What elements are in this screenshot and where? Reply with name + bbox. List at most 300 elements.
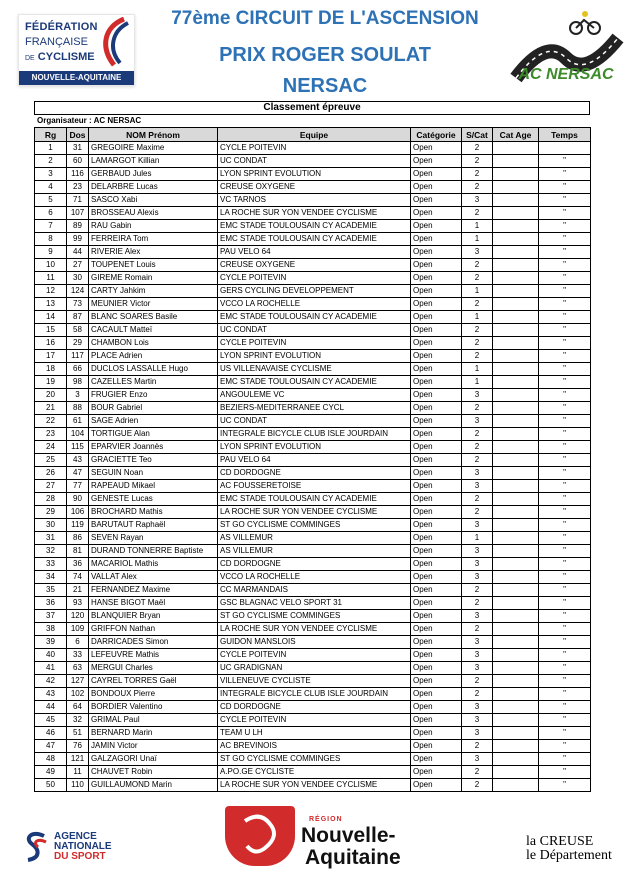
- time-cell: ": [539, 584, 591, 597]
- category-cell: Open: [411, 623, 462, 636]
- time-cell: ": [539, 675, 591, 688]
- subcategory-cell: 3: [462, 753, 493, 766]
- bib-cell: 44: [67, 246, 89, 259]
- rank-cell: 35: [35, 584, 67, 597]
- team-cell: EMC STADE TOULOUSAIN CY ACADEMIE: [218, 233, 411, 246]
- bib-cell: 99: [67, 233, 89, 246]
- rider-name-cell: FERREIRA Tom: [89, 233, 218, 246]
- category-cell: Open: [411, 285, 462, 298]
- team-cell: VILLENEUVE CYCLISTE: [218, 675, 411, 688]
- age-category-cell: [493, 454, 539, 467]
- team-cell: CC MARMANDAIS: [218, 584, 411, 597]
- subcategory-cell: 3: [462, 545, 493, 558]
- rank-cell: 25: [35, 454, 67, 467]
- category-cell: Open: [411, 181, 462, 194]
- rider-name-cell: GRACIETTE Teo: [89, 454, 218, 467]
- column-header: Dos: [67, 128, 89, 142]
- rider-name-cell: VALLAT Alex: [89, 571, 218, 584]
- rank-cell: 21: [35, 402, 67, 415]
- team-cell: INTEGRALE BICYCLE CLUB ISLE JOURDAIN: [218, 688, 411, 701]
- category-cell: Open: [411, 194, 462, 207]
- rider-name-cell: FRUGIER Enzo: [89, 389, 218, 402]
- rider-name-cell: DURAND TONNERRE Baptiste: [89, 545, 218, 558]
- rank-cell: 47: [35, 740, 67, 753]
- ac-nersac-logo-text: AC NERSAC: [518, 66, 614, 83]
- category-cell: Open: [411, 740, 462, 753]
- subcategory-cell: 3: [462, 194, 493, 207]
- event-subtitle: PRIX ROGER SOULAT: [219, 44, 431, 66]
- category-cell: Open: [411, 766, 462, 779]
- category-cell: Open: [411, 324, 462, 337]
- bib-cell: 89: [67, 220, 89, 233]
- table-row: [35, 155, 591, 168]
- rider-name-cell: GREGOIRE Maxime: [89, 142, 218, 155]
- bib-cell: 81: [67, 545, 89, 558]
- category-cell: Open: [411, 363, 462, 376]
- ffc-logo-line1: FÉDÉRATION: [25, 21, 98, 33]
- rider-name-cell: CAZELLES Martin: [89, 376, 218, 389]
- subcategory-cell: 2: [462, 597, 493, 610]
- ffc-logo-line3: DE CYCLISME: [25, 51, 95, 63]
- table-row: [35, 597, 591, 610]
- subcategory-cell: 2: [462, 168, 493, 181]
- category-cell: Open: [411, 155, 462, 168]
- table-row: [35, 467, 591, 480]
- rider-name-cell: TOUPENET Louis: [89, 259, 218, 272]
- subcategory-cell: 3: [462, 649, 493, 662]
- rider-name-cell: CACAULT Matteï: [89, 324, 218, 337]
- team-cell: PAU VELO 64: [218, 454, 411, 467]
- table-row: [35, 415, 591, 428]
- rider-name-cell: CARTY Jahkim: [89, 285, 218, 298]
- subcategory-cell: 2: [462, 454, 493, 467]
- team-cell: GUIDON MANSLOIS: [218, 636, 411, 649]
- rank-cell: 24: [35, 441, 67, 454]
- table-body: [35, 142, 591, 792]
- table-row: [35, 311, 591, 324]
- region-small-label: RÉGION: [309, 816, 343, 823]
- time-cell: ": [539, 311, 591, 324]
- table-row: [35, 454, 591, 467]
- time-cell: [539, 142, 591, 155]
- page-header: [0, 0, 636, 100]
- bib-cell: 6: [67, 636, 89, 649]
- category-cell: Open: [411, 207, 462, 220]
- category-cell: Open: [411, 675, 462, 688]
- team-cell: CYCLE POITEVIN: [218, 649, 411, 662]
- rider-name-cell: JAMIN Victor: [89, 740, 218, 753]
- age-category-cell: [493, 545, 539, 558]
- table-row: [35, 363, 591, 376]
- team-cell: GERS CYCLING DEVELOPPEMENT: [218, 285, 411, 298]
- age-category-cell: [493, 246, 539, 259]
- column-header: Catégorie: [411, 128, 462, 142]
- rider-name-cell: SEVEN Rayan: [89, 532, 218, 545]
- team-cell: US VILLENAVAISE CYCLISME: [218, 363, 411, 376]
- age-category-cell: [493, 532, 539, 545]
- rank-cell: 15: [35, 324, 67, 337]
- time-cell: ": [539, 688, 591, 701]
- ans-logo-text: AGENCE NATIONALE DU SPORT: [54, 831, 112, 862]
- rank-cell: 2: [35, 155, 67, 168]
- rank-cell: 23: [35, 428, 67, 441]
- age-category-cell: [493, 363, 539, 376]
- table-row: [35, 324, 591, 337]
- table-row: [35, 402, 591, 415]
- rider-name-cell: DARRICADES Simon: [89, 636, 218, 649]
- rider-name-cell: LAMARGOT Killian: [89, 155, 218, 168]
- rider-name-cell: GERBAUD Jules: [89, 168, 218, 181]
- age-category-cell: [493, 610, 539, 623]
- ffc-logo-line2: FRANÇAISE: [25, 36, 88, 48]
- subcategory-cell: 3: [462, 415, 493, 428]
- time-cell: ": [539, 740, 591, 753]
- team-cell: GSC BLAGNAC VELO SPORT 31: [218, 597, 411, 610]
- table-row: [35, 207, 591, 220]
- table-row: [35, 233, 591, 246]
- age-category-cell: [493, 519, 539, 532]
- bib-cell: 127: [67, 675, 89, 688]
- time-cell: ": [539, 779, 591, 792]
- rider-name-cell: DUCLOS LASSALLE Hugo: [89, 363, 218, 376]
- rank-cell: 39: [35, 636, 67, 649]
- ans-s-icon: [22, 830, 50, 866]
- category-cell: Open: [411, 142, 462, 155]
- bib-cell: 31: [67, 142, 89, 155]
- subcategory-cell: 1: [462, 376, 493, 389]
- event-title: 77ème CIRCUIT DE L'ASCENSION: [171, 8, 479, 29]
- results-table: [34, 127, 591, 792]
- time-cell: ": [539, 545, 591, 558]
- time-cell: ": [539, 753, 591, 766]
- rider-name-cell: GIREME Romain: [89, 272, 218, 285]
- rank-cell: 16: [35, 337, 67, 350]
- team-cell: CYCLE POITEVIN: [218, 714, 411, 727]
- team-cell: LA ROCHE SUR YON VENDEE CYCLISME: [218, 779, 411, 792]
- bib-cell: 32: [67, 714, 89, 727]
- team-cell: CD DORDOGNE: [218, 558, 411, 571]
- time-cell: ": [539, 194, 591, 207]
- bib-cell: 58: [67, 324, 89, 337]
- category-cell: Open: [411, 337, 462, 350]
- rider-name-cell: GUILLAUMOND Marin: [89, 779, 218, 792]
- age-category-cell: [493, 311, 539, 324]
- rank-cell: 26: [35, 467, 67, 480]
- category-cell: Open: [411, 168, 462, 181]
- rank-cell: 49: [35, 766, 67, 779]
- table-header-row: [35, 128, 591, 142]
- category-cell: Open: [411, 506, 462, 519]
- category-cell: Open: [411, 220, 462, 233]
- time-cell: ": [539, 220, 591, 233]
- rank-cell: 42: [35, 675, 67, 688]
- subcategory-cell: 2: [462, 779, 493, 792]
- column-header: NOM Prénom: [89, 128, 218, 142]
- bib-cell: 66: [67, 363, 89, 376]
- team-cell: CREUSE OXYGENE: [218, 181, 411, 194]
- subcategory-cell: 1: [462, 233, 493, 246]
- subcategory-cell: 3: [462, 727, 493, 740]
- bib-cell: 109: [67, 623, 89, 636]
- time-cell: ": [539, 558, 591, 571]
- subcategory-cell: 2: [462, 493, 493, 506]
- category-cell: Open: [411, 246, 462, 259]
- age-category-cell: [493, 350, 539, 363]
- subcategory-cell: 3: [462, 701, 493, 714]
- rank-cell: 31: [35, 532, 67, 545]
- bib-cell: 29: [67, 337, 89, 350]
- team-cell: UC GRADIGNAN: [218, 662, 411, 675]
- table-row: [35, 532, 591, 545]
- rider-name-cell: SEGUIN Noan: [89, 467, 218, 480]
- rank-cell: 38: [35, 623, 67, 636]
- team-cell: VCCO LA ROCHELLE: [218, 298, 411, 311]
- age-category-cell: [493, 701, 539, 714]
- category-cell: Open: [411, 532, 462, 545]
- age-category-cell: [493, 220, 539, 233]
- rider-name-cell: GALZAGORI Unaï: [89, 753, 218, 766]
- table-row: [35, 506, 591, 519]
- subcategory-cell: 2: [462, 181, 493, 194]
- team-cell: EMC STADE TOULOUSAIN CY ACADEMIE: [218, 311, 411, 324]
- team-cell: VC TARNOS: [218, 194, 411, 207]
- table-row: [35, 194, 591, 207]
- team-cell: VCCO LA ROCHELLE: [218, 571, 411, 584]
- rank-cell: 34: [35, 571, 67, 584]
- team-cell: PAU VELO 64: [218, 246, 411, 259]
- category-cell: Open: [411, 259, 462, 272]
- table-row: [35, 337, 591, 350]
- rank-cell: 20: [35, 389, 67, 402]
- table-row: [35, 571, 591, 584]
- rider-name-cell: CHAMBON Lois: [89, 337, 218, 350]
- table-row: [35, 714, 591, 727]
- category-cell: Open: [411, 584, 462, 597]
- subcategory-cell: 3: [462, 519, 493, 532]
- age-category-cell: [493, 766, 539, 779]
- subcategory-cell: 2: [462, 155, 493, 168]
- subcategory-cell: 3: [462, 714, 493, 727]
- bib-cell: 27: [67, 259, 89, 272]
- bib-cell: 87: [67, 311, 89, 324]
- rider-name-cell: BROSSEAU Alexis: [89, 207, 218, 220]
- rider-name-cell: FERNANDEZ Maxime: [89, 584, 218, 597]
- team-cell: AS VILLEMUR: [218, 532, 411, 545]
- rank-cell: 10: [35, 259, 67, 272]
- team-cell: CREUSE OXYGENE: [218, 259, 411, 272]
- subcategory-cell: 2: [462, 675, 493, 688]
- creuse-line2: le Département: [526, 848, 612, 863]
- rider-name-cell: MEUNIER Victor: [89, 298, 218, 311]
- subcategory-cell: 3: [462, 389, 493, 402]
- subcategory-cell: 2: [462, 428, 493, 441]
- time-cell: ": [539, 597, 591, 610]
- subcategory-cell: 3: [462, 246, 493, 259]
- rider-name-cell: SASCO Xabi: [89, 194, 218, 207]
- category-cell: Open: [411, 428, 462, 441]
- rank-cell: 41: [35, 662, 67, 675]
- bib-cell: 88: [67, 402, 89, 415]
- age-category-cell: [493, 623, 539, 636]
- rider-name-cell: GRIMAL Paul: [89, 714, 218, 727]
- team-cell: UC CONDAT: [218, 324, 411, 337]
- rank-cell: 33: [35, 558, 67, 571]
- age-category-cell: [493, 285, 539, 298]
- rank-cell: 30: [35, 519, 67, 532]
- bib-cell: 3: [67, 389, 89, 402]
- ffc-logo: [18, 14, 135, 86]
- ans-logo: [22, 830, 142, 870]
- rank-cell: 45: [35, 714, 67, 727]
- rider-name-cell: BARUTAUT Raphaël: [89, 519, 218, 532]
- age-category-cell: [493, 324, 539, 337]
- team-cell: LYON SPRINT EVOLUTION: [218, 441, 411, 454]
- category-cell: Open: [411, 402, 462, 415]
- rank-cell: 12: [35, 285, 67, 298]
- age-category-cell: [493, 389, 539, 402]
- category-cell: Open: [411, 493, 462, 506]
- rider-name-cell: CHAUVET Robin: [89, 766, 218, 779]
- age-category-cell: [493, 272, 539, 285]
- team-cell: CYCLE POITEVIN: [218, 142, 411, 155]
- time-cell: ": [539, 428, 591, 441]
- bib-cell: 93: [67, 597, 89, 610]
- rank-cell: 27: [35, 480, 67, 493]
- category-cell: Open: [411, 454, 462, 467]
- bib-cell: 21: [67, 584, 89, 597]
- time-cell: ": [539, 298, 591, 311]
- time-cell: ": [539, 324, 591, 337]
- team-cell: ST GO CYCLISME COMMINGES: [218, 610, 411, 623]
- table-row: [35, 181, 591, 194]
- table-row: [35, 285, 591, 298]
- table-row: [35, 493, 591, 506]
- subcategory-cell: 2: [462, 402, 493, 415]
- bib-cell: 23: [67, 181, 89, 194]
- bib-cell: 47: [67, 467, 89, 480]
- category-cell: Open: [411, 311, 462, 324]
- ac-nersac-logo: [506, 8, 626, 96]
- category-cell: Open: [411, 558, 462, 571]
- subcategory-cell: 3: [462, 571, 493, 584]
- bib-cell: 107: [67, 207, 89, 220]
- table-row: [35, 220, 591, 233]
- team-cell: AS VILLEMUR: [218, 545, 411, 558]
- nouvelle-aquitaine-logo: [225, 806, 425, 868]
- category-cell: Open: [411, 597, 462, 610]
- table-row: [35, 727, 591, 740]
- region-name-line1: Nouvelle-: [301, 824, 396, 847]
- rank-cell: 19: [35, 376, 67, 389]
- rank-cell: 4: [35, 181, 67, 194]
- bib-cell: 43: [67, 454, 89, 467]
- subcategory-cell: 2: [462, 298, 493, 311]
- category-cell: Open: [411, 779, 462, 792]
- team-cell: ST GO CYCLISME COMMINGES: [218, 753, 411, 766]
- rider-name-cell: PLACE Adrien: [89, 350, 218, 363]
- team-cell: A.PO.GE CYCLISTE: [218, 766, 411, 779]
- rank-cell: 40: [35, 649, 67, 662]
- bib-cell: 90: [67, 493, 89, 506]
- subcategory-cell: 2: [462, 688, 493, 701]
- lion-shield-icon: [225, 806, 295, 866]
- subcategory-cell: 2: [462, 259, 493, 272]
- time-cell: ": [539, 636, 591, 649]
- category-cell: Open: [411, 688, 462, 701]
- age-category-cell: [493, 714, 539, 727]
- table-row: [35, 766, 591, 779]
- age-category-cell: [493, 688, 539, 701]
- team-cell: INTEGRALE BICYCLE CLUB ISLE JOURDAIN: [218, 428, 411, 441]
- subcategory-cell: 3: [462, 480, 493, 493]
- team-cell: AC FOUSSERETOISE: [218, 480, 411, 493]
- table-row: [35, 636, 591, 649]
- rank-cell: 13: [35, 298, 67, 311]
- time-cell: ": [539, 181, 591, 194]
- table-row: [35, 519, 591, 532]
- rank-cell: 44: [35, 701, 67, 714]
- age-category-cell: [493, 415, 539, 428]
- rank-cell: 14: [35, 311, 67, 324]
- age-category-cell: [493, 636, 539, 649]
- category-cell: Open: [411, 753, 462, 766]
- time-cell: ": [539, 168, 591, 181]
- bib-cell: 77: [67, 480, 89, 493]
- time-cell: ": [539, 714, 591, 727]
- rank-cell: 48: [35, 753, 67, 766]
- subcategory-cell: 2: [462, 337, 493, 350]
- time-cell: ": [539, 441, 591, 454]
- time-cell: ": [539, 207, 591, 220]
- table-row: [35, 168, 591, 181]
- bib-cell: 110: [67, 779, 89, 792]
- column-header: Cat Age: [493, 128, 539, 142]
- age-category-cell: [493, 571, 539, 584]
- subcategory-cell: 1: [462, 311, 493, 324]
- category-cell: Open: [411, 389, 462, 402]
- team-cell: LA ROCHE SUR YON VENDEE CYCLISME: [218, 623, 411, 636]
- region-name-line2: Aquitaine: [305, 846, 401, 869]
- bib-cell: 117: [67, 350, 89, 363]
- team-cell: LYON SPRINT EVOLUTION: [218, 168, 411, 181]
- category-cell: Open: [411, 233, 462, 246]
- category-cell: Open: [411, 610, 462, 623]
- bib-cell: 106: [67, 506, 89, 519]
- table-row: [35, 649, 591, 662]
- time-cell: ": [539, 376, 591, 389]
- table-row: [35, 558, 591, 571]
- team-cell: UC CONDAT: [218, 415, 411, 428]
- time-cell: ": [539, 272, 591, 285]
- time-cell: ": [539, 350, 591, 363]
- event-location: NERSAC: [282, 75, 368, 97]
- age-category-cell: [493, 155, 539, 168]
- bib-cell: 30: [67, 272, 89, 285]
- subcategory-cell: 3: [462, 636, 493, 649]
- page-footer: [0, 800, 636, 871]
- time-cell: ": [539, 155, 591, 168]
- time-cell: ": [539, 571, 591, 584]
- column-header: Temps: [539, 128, 591, 142]
- bib-cell: 120: [67, 610, 89, 623]
- bib-cell: 33: [67, 649, 89, 662]
- age-category-cell: [493, 194, 539, 207]
- bib-cell: 102: [67, 688, 89, 701]
- age-category-cell: [493, 181, 539, 194]
- time-cell: ": [539, 532, 591, 545]
- category-cell: Open: [411, 350, 462, 363]
- age-category-cell: [493, 298, 539, 311]
